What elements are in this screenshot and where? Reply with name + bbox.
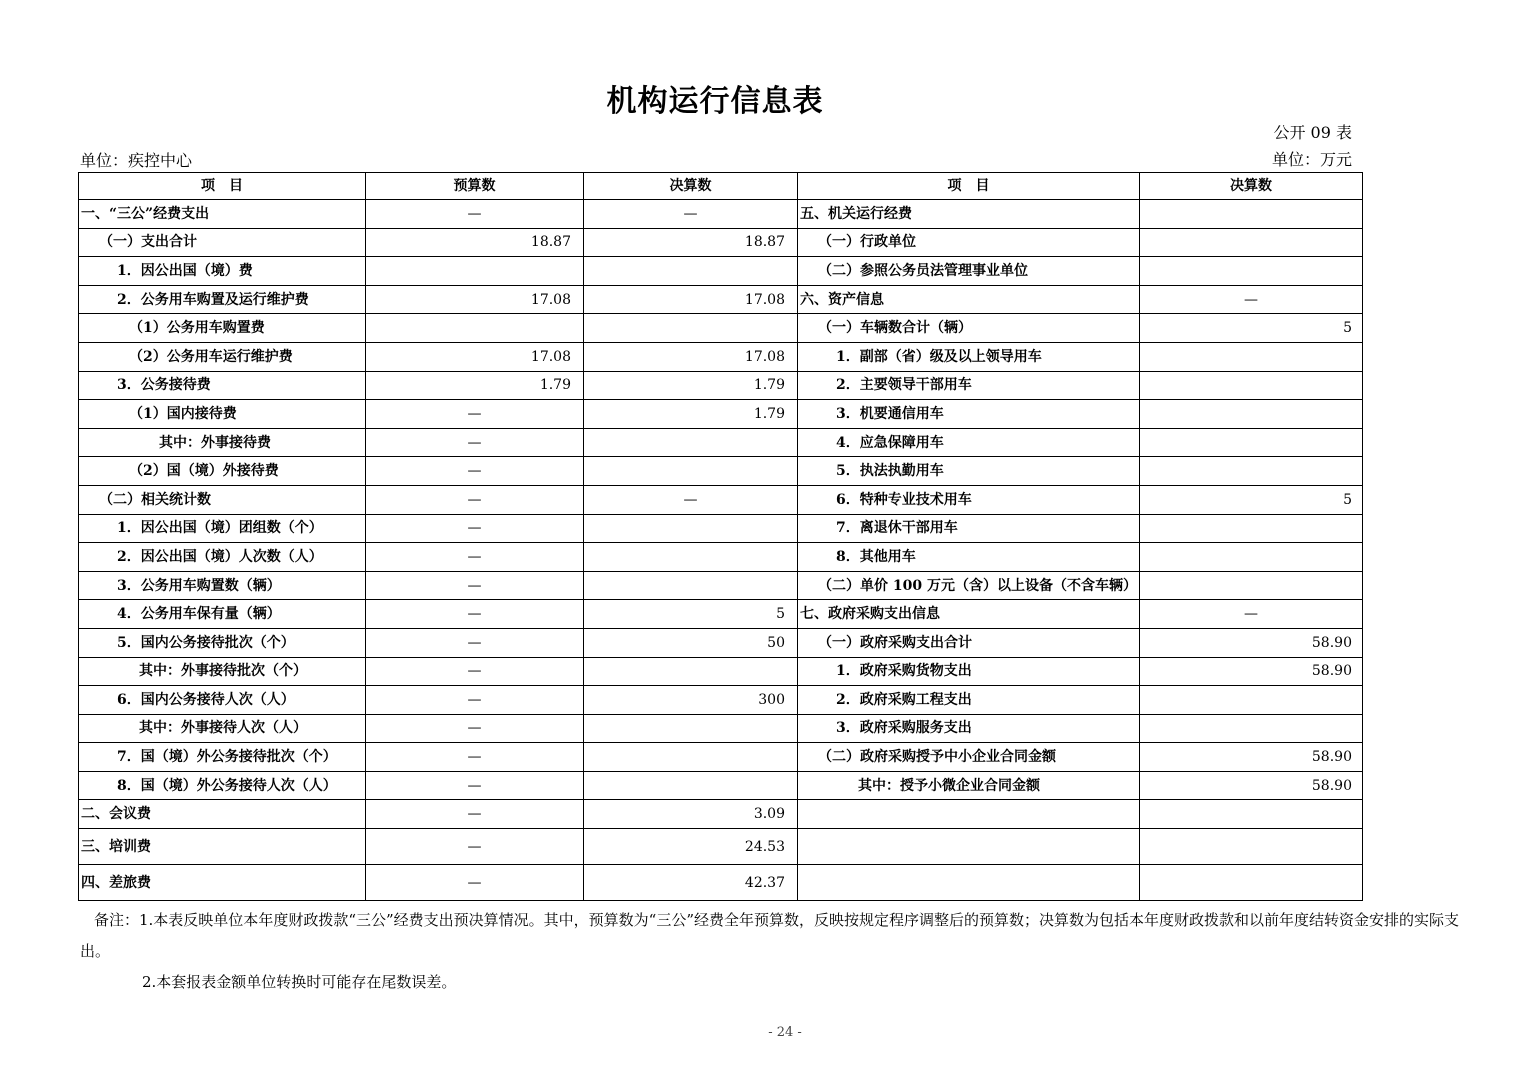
row-actual-right-value: 5 bbox=[1139, 314, 1362, 343]
row-budget-value: — bbox=[366, 743, 584, 772]
row-budget-value: — bbox=[366, 400, 584, 429]
table-row bbox=[79, 428, 1363, 457]
row-budget-value: — bbox=[366, 600, 584, 629]
row-actual-value: 24.53 bbox=[584, 829, 798, 865]
table-row bbox=[79, 485, 1363, 514]
row-item-left: 其中：外事接待批次（个） bbox=[79, 657, 366, 686]
row-item-left: （二）相关统计数 bbox=[79, 485, 366, 514]
row-budget-value: 18.87 bbox=[366, 228, 584, 257]
row-actual-value: 1.79 bbox=[584, 371, 798, 400]
row-item-left: 2．公务用车购置及运行维护费 bbox=[79, 285, 366, 314]
row-budget-value: — bbox=[366, 571, 584, 600]
row-item-right: （二）参照公务员法管理事业单位 bbox=[798, 257, 1140, 286]
row-item-right: （二）单价 100 万元（含）以上设备（不含车辆） bbox=[798, 571, 1140, 600]
row-actual-right-value bbox=[1139, 829, 1362, 865]
row-item-right: 2．主要领导干部用车 bbox=[798, 371, 1140, 400]
column-header-budget: 预算数 bbox=[366, 173, 584, 200]
row-item-left: （一）支出合计 bbox=[79, 228, 366, 257]
row-item-left: 1．因公出国（境）团组数（个） bbox=[79, 514, 366, 543]
row-actual-value bbox=[584, 314, 798, 343]
row-item-right: 七、政府采购支出信息 bbox=[798, 600, 1140, 629]
row-budget-value: — bbox=[366, 829, 584, 865]
row-actual-right-value bbox=[1139, 865, 1362, 901]
row-item-left: 4．公务用车保有量（辆） bbox=[79, 600, 366, 629]
row-item-right: 8．其他用车 bbox=[798, 543, 1140, 572]
table-row bbox=[79, 200, 1363, 229]
row-actual-right-value bbox=[1139, 800, 1362, 829]
note-1: 备注：1.本表反映单位本年度财政拨款“三公”经费支出预决算情况。其中，预算数为“三公”经费全年预算数，反映按规定程序调整后的预算数；决算数为包括本年度财政拨款和以前年度结转资金安排的实际支出。 bbox=[80, 911, 1459, 960]
table-row bbox=[79, 342, 1363, 371]
row-item-left: （1）公务用车购置费 bbox=[79, 314, 366, 343]
row-actual-value: 3.09 bbox=[584, 800, 798, 829]
row-actual-right-value bbox=[1139, 400, 1362, 429]
unit-organization: 单位：疾控中心 bbox=[80, 151, 193, 170]
row-item-left: 1．因公出国（境）费 bbox=[79, 257, 366, 286]
row-actual-value: 42.37 bbox=[584, 865, 798, 901]
row-budget-value: — bbox=[366, 428, 584, 457]
row-actual-value: 17.08 bbox=[584, 342, 798, 371]
row-item-right: （一）政府采购支出合计 bbox=[798, 628, 1140, 657]
row-actual-right-value: 58.90 bbox=[1139, 771, 1362, 800]
table-row bbox=[79, 600, 1363, 629]
row-actual-right-value bbox=[1139, 457, 1362, 486]
note-2: 2.本套报表金额单位转换时可能存在尾数误差。 bbox=[142, 973, 457, 991]
row-actual-right-value bbox=[1139, 686, 1362, 715]
row-actual-right-value bbox=[1139, 257, 1362, 286]
row-budget-value: — bbox=[366, 485, 584, 514]
table-row bbox=[79, 285, 1363, 314]
row-actual-right-value: 58.90 bbox=[1139, 657, 1362, 686]
row-actual-value bbox=[584, 514, 798, 543]
row-item-left: 四、差旅费 bbox=[79, 865, 366, 901]
table-header-row bbox=[79, 173, 1363, 200]
row-item-left: 三、培训费 bbox=[79, 829, 366, 865]
table-row bbox=[79, 771, 1363, 800]
row-item-right: 1．政府采购货物支出 bbox=[798, 657, 1140, 686]
row-budget-value: — bbox=[366, 714, 584, 743]
row-actual-value: 17.08 bbox=[584, 285, 798, 314]
row-actual-value: 50 bbox=[584, 628, 798, 657]
page-title: 机构运行信息表 bbox=[606, 84, 824, 119]
table-row bbox=[79, 457, 1363, 486]
table-row bbox=[79, 514, 1363, 543]
row-item-left: 其中：外事接待人次（人） bbox=[79, 714, 366, 743]
table-row bbox=[79, 743, 1363, 772]
row-budget-value bbox=[366, 314, 584, 343]
row-budget-value: — bbox=[366, 771, 584, 800]
row-actual-value: — bbox=[584, 485, 798, 514]
row-budget-value bbox=[366, 257, 584, 286]
row-actual-right-value: 5 bbox=[1139, 485, 1362, 514]
row-actual-value: — bbox=[584, 200, 798, 229]
row-actual-right-value bbox=[1139, 714, 1362, 743]
row-actual-value: 1.79 bbox=[584, 400, 798, 429]
row-actual-right-value: 58.90 bbox=[1139, 628, 1362, 657]
column-header-item-right: 项 目 bbox=[798, 173, 1140, 200]
row-budget-value: — bbox=[366, 514, 584, 543]
table-row bbox=[79, 628, 1363, 657]
row-actual-value bbox=[584, 457, 798, 486]
row-budget-value: 17.08 bbox=[366, 342, 584, 371]
row-item-right: 3．政府采购服务支出 bbox=[798, 714, 1140, 743]
row-item-right: 六、资产信息 bbox=[798, 285, 1140, 314]
row-item-right: （一）车辆数合计（辆） bbox=[798, 314, 1140, 343]
row-actual-right-value bbox=[1139, 228, 1362, 257]
row-item-right: 3．机要通信用车 bbox=[798, 400, 1140, 429]
row-item-left: 二、会议费 bbox=[79, 800, 366, 829]
row-actual-right-value bbox=[1139, 514, 1362, 543]
row-actual-value: 5 bbox=[584, 600, 798, 629]
row-item-right: 4．应急保障用车 bbox=[798, 428, 1140, 457]
row-item-right: 五、机关运行经费 bbox=[798, 200, 1140, 229]
row-budget-value: — bbox=[366, 200, 584, 229]
row-item-right bbox=[798, 800, 1140, 829]
row-item-left: （2）国（境）外接待费 bbox=[79, 457, 366, 486]
column-header-item-left: 项 目 bbox=[79, 173, 366, 200]
row-item-left: （1）国内接待费 bbox=[79, 400, 366, 429]
row-actual-right-value bbox=[1139, 428, 1362, 457]
row-item-right: 2．政府采购工程支出 bbox=[798, 686, 1140, 715]
row-item-right: 其中：授予小微企业合同金额 bbox=[798, 771, 1140, 800]
row-actual-value bbox=[584, 714, 798, 743]
row-item-left: 5．国内公务接待批次（个） bbox=[79, 628, 366, 657]
unit-currency: 单位：万元 bbox=[1271, 150, 1352, 169]
notes bbox=[80, 905, 1480, 998]
row-actual-right-value: 58.90 bbox=[1139, 743, 1362, 772]
table-row bbox=[79, 865, 1363, 901]
row-item-left: 6．国内公务接待人次（人） bbox=[79, 686, 366, 715]
row-actual-value bbox=[584, 743, 798, 772]
table-number: 公开 09 表 bbox=[1273, 123, 1352, 142]
row-actual-right-value bbox=[1139, 371, 1362, 400]
row-item-left: 7．国（境）外公务接待批次（个） bbox=[79, 743, 366, 772]
row-actual-value bbox=[584, 571, 798, 600]
row-item-right: 5．执法执勤用车 bbox=[798, 457, 1140, 486]
page-number: - 24 - bbox=[768, 1025, 802, 1040]
row-budget-value: — bbox=[366, 457, 584, 486]
row-budget-value: — bbox=[366, 657, 584, 686]
table-row bbox=[79, 543, 1363, 572]
row-item-right bbox=[798, 865, 1140, 901]
row-item-left: 8．国（境）外公务接待人次（人） bbox=[79, 771, 366, 800]
row-item-left: （2）公务用车运行维护费 bbox=[79, 342, 366, 371]
table-row bbox=[79, 714, 1363, 743]
table-row bbox=[79, 686, 1363, 715]
row-actual-value bbox=[584, 428, 798, 457]
row-actual-value: 18.87 bbox=[584, 228, 798, 257]
table-row bbox=[79, 228, 1363, 257]
row-item-right: （一）行政单位 bbox=[798, 228, 1140, 257]
row-actual-value bbox=[584, 657, 798, 686]
row-budget-value: — bbox=[366, 628, 584, 657]
row-actual-right-value bbox=[1139, 342, 1362, 371]
row-item-left: 一、“三公”经费支出 bbox=[79, 200, 366, 229]
row-budget-value: — bbox=[366, 800, 584, 829]
table-body bbox=[79, 200, 1363, 901]
column-header-actual-left: 决算数 bbox=[584, 173, 798, 200]
row-actual-right-value: — bbox=[1139, 600, 1362, 629]
row-actual-value: 300 bbox=[584, 686, 798, 715]
table-row bbox=[79, 571, 1363, 600]
row-budget-value: 1.79 bbox=[366, 371, 584, 400]
info-table bbox=[78, 172, 1363, 901]
row-actual-value bbox=[584, 543, 798, 572]
row-item-left: 2．因公出国（境）人次数（人） bbox=[79, 543, 366, 572]
row-budget-value: — bbox=[366, 543, 584, 572]
row-actual-right-value bbox=[1139, 543, 1362, 572]
row-item-right: （二）政府采购授予中小企业合同金额 bbox=[798, 743, 1140, 772]
row-budget-value: — bbox=[366, 865, 584, 901]
row-actual-right-value bbox=[1139, 200, 1362, 229]
row-item-right: 7．离退休干部用车 bbox=[798, 514, 1140, 543]
row-actual-value bbox=[584, 771, 798, 800]
table-row bbox=[79, 257, 1363, 286]
column-header-actual-right: 决算数 bbox=[1139, 173, 1362, 200]
row-item-right bbox=[798, 829, 1140, 865]
table-row bbox=[79, 800, 1363, 829]
row-item-left: 3．公务用车购置数（辆） bbox=[79, 571, 366, 600]
row-actual-value bbox=[584, 257, 798, 286]
row-item-right: 1．副部（省）级及以上领导用车 bbox=[798, 342, 1140, 371]
row-item-left: 其中：外事接待费 bbox=[79, 428, 366, 457]
table-row bbox=[79, 829, 1363, 865]
table-row bbox=[79, 657, 1363, 686]
row-item-left: 3．公务接待费 bbox=[79, 371, 366, 400]
row-item-right: 6．特种专业技术用车 bbox=[798, 485, 1140, 514]
table-row bbox=[79, 400, 1363, 429]
table-row bbox=[79, 371, 1363, 400]
row-actual-right-value bbox=[1139, 571, 1362, 600]
row-budget-value: — bbox=[366, 686, 584, 715]
table-row bbox=[79, 314, 1363, 343]
row-actual-right-value: — bbox=[1139, 285, 1362, 314]
row-budget-value: 17.08 bbox=[366, 285, 584, 314]
